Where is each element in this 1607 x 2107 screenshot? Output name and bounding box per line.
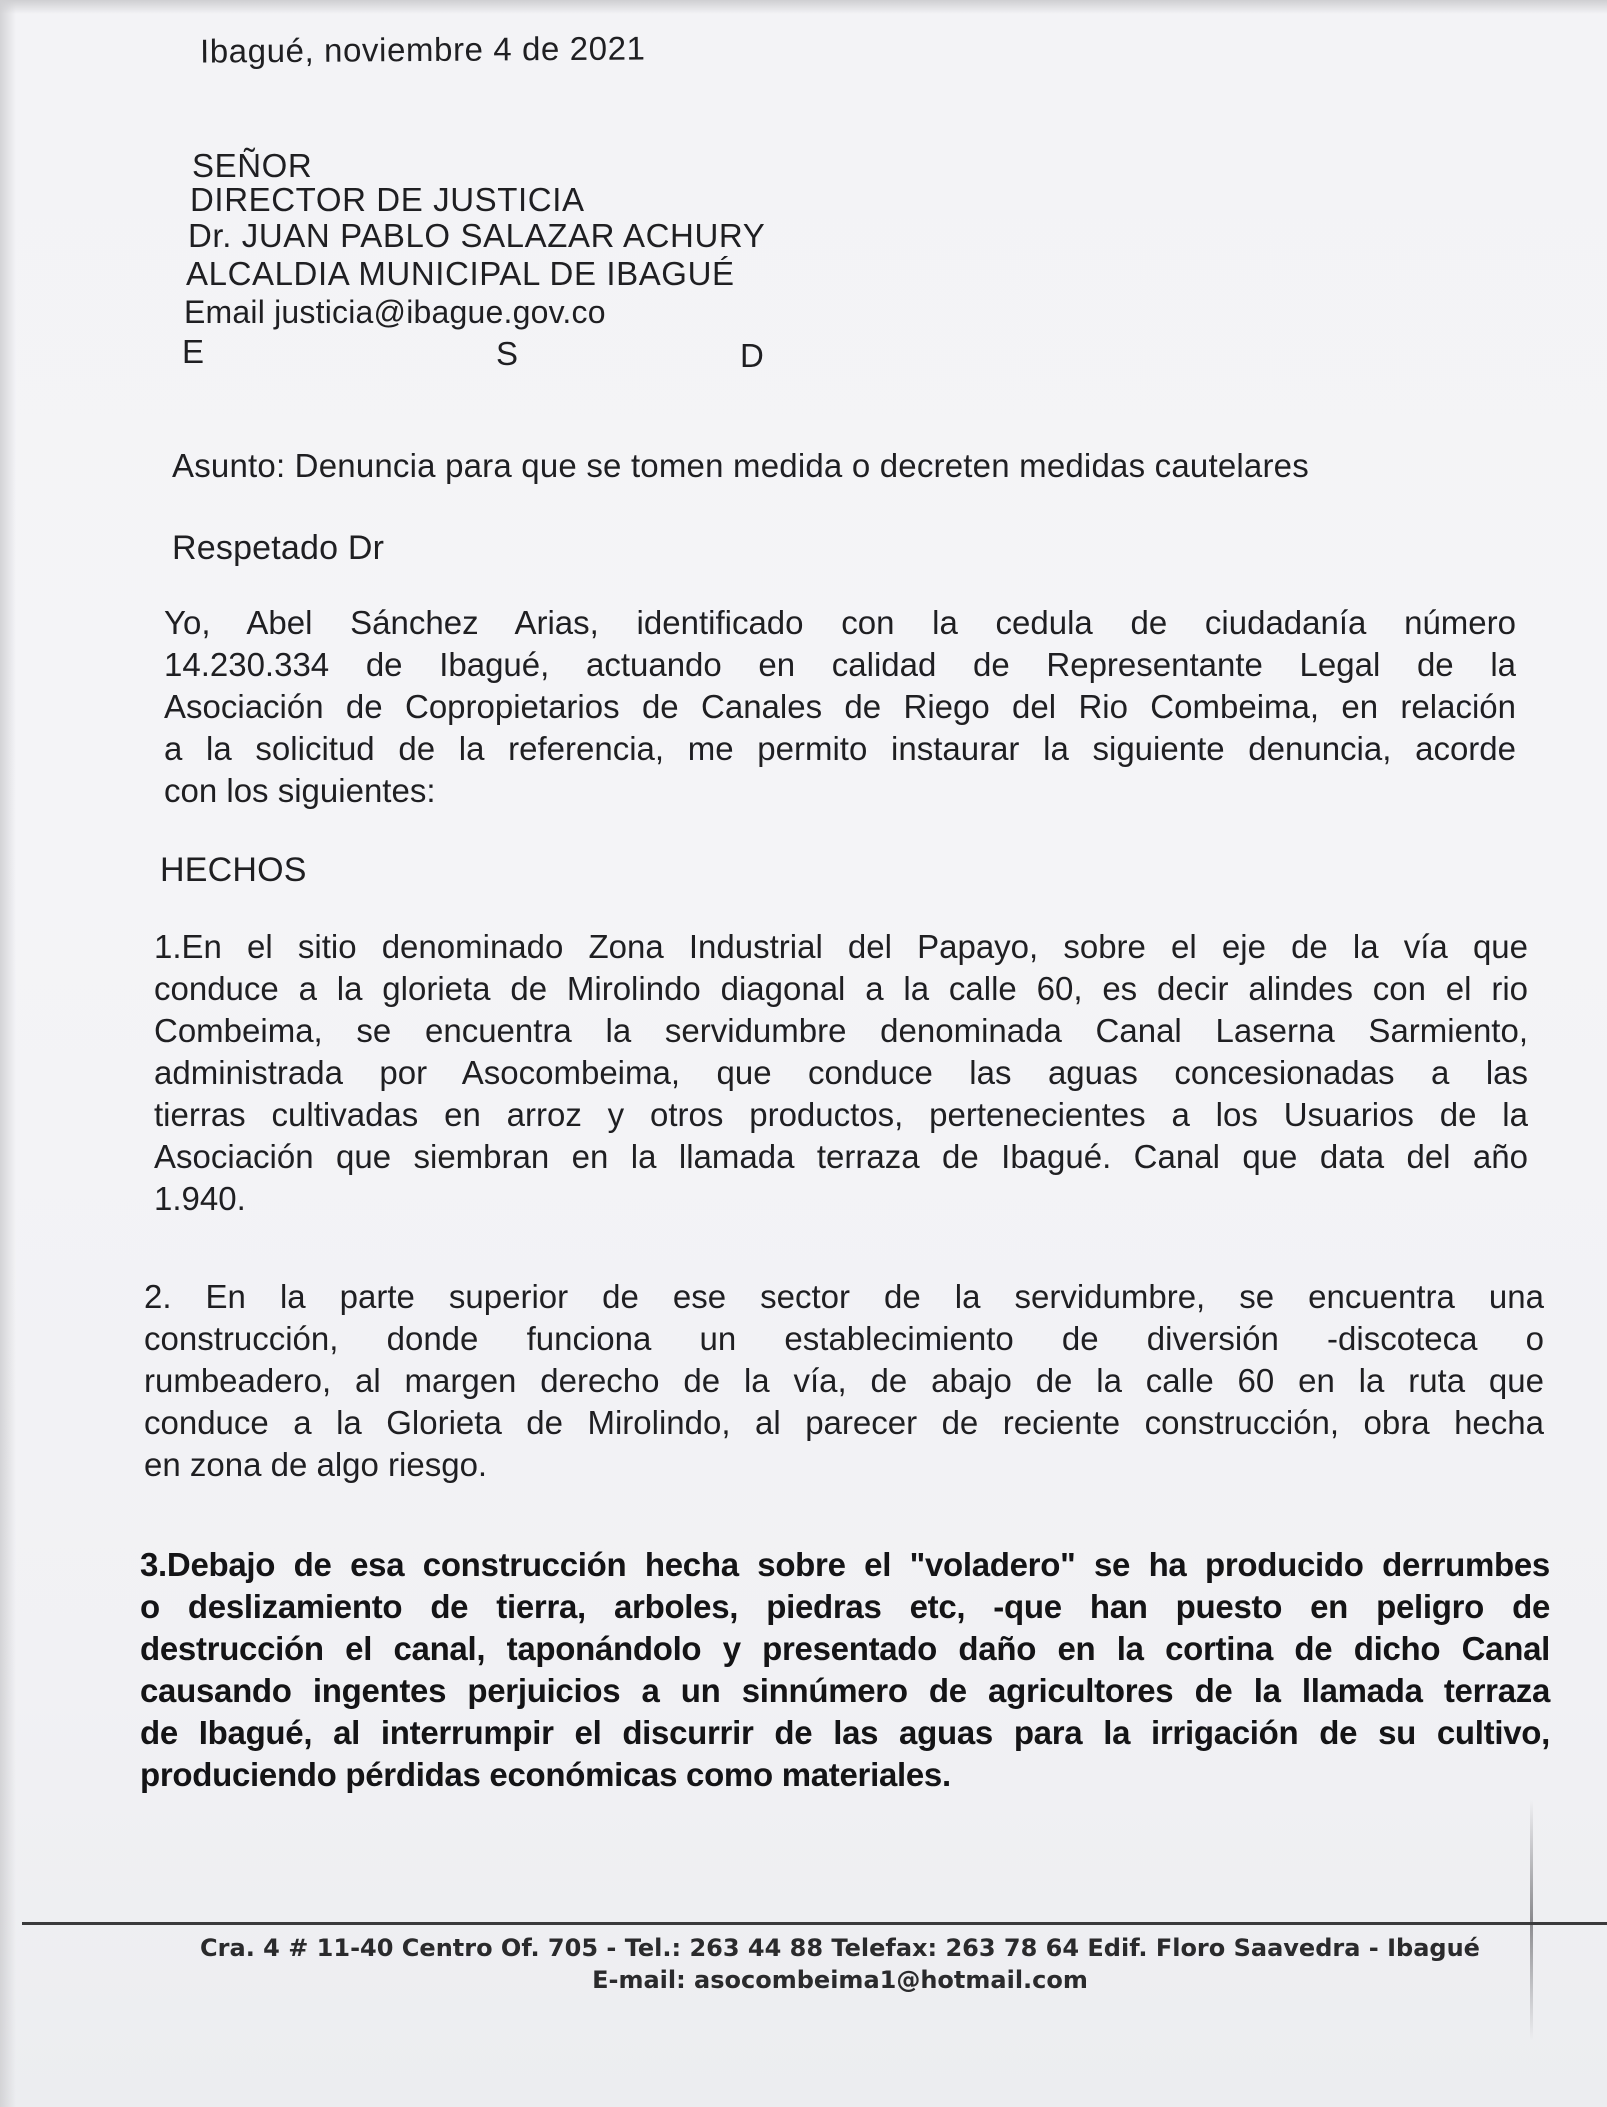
paragraph-line: produciendo pérdidas económicas como materiales.: [140, 1756, 951, 1793]
hecho-3-paragraph: [140, 1544, 1550, 1796]
footer-address: Cra. 4 # 11-40 Centro Of. 705 - Tel.: 263 44 88 Telefax: 263 78 64 Edif. Floro Saavedra - Ibagué: [200, 1934, 1480, 1962]
paragraph-line: Asociación de Copropietarios de Canales de Riego del Rio Combeima, en relación: [164, 688, 1516, 725]
paragraph-line: Yo, Abel Sánchez Arias, identificado con la cedula de ciudadanía número: [164, 604, 1516, 641]
greeting: Respetado Dr: [172, 529, 385, 567]
hecho-2-paragraph: [144, 1276, 1544, 1486]
esd-d: D: [740, 337, 765, 374]
paragraph-line: causando ingentes perjuicios a un sinnúmero de agricultores de la llamada terraza: [140, 1672, 1550, 1709]
paragraph-line: Asociación que siembran en la llamada terraza de Ibagué. Canal que data del año: [154, 1138, 1528, 1175]
paragraph-line: conduce a la Glorieta de Mirolindo, al parecer de reciente construcción, obra hecha: [144, 1404, 1544, 1441]
paragraph-line: 3.Debajo de esa construcción hecha sobre el "voladero" se ha producido derrumbes: [140, 1546, 1550, 1583]
esd-e: E: [182, 333, 205, 370]
page-top-edge: [0, 0, 1607, 14]
paragraph-line: conduce a la glorieta de Mirolindo diagonal a la calle 60, es decir alindes con el rio: [154, 970, 1528, 1007]
paragraph-line: tierras cultivadas en arroz y otros productos, pertenecientes a los Usuarios de la: [154, 1096, 1528, 1133]
page-edge-shadow: [0, 0, 16, 2107]
paragraph-line: 14.230.334 de Ibagué, actuando en calidad de Representante Legal de la: [164, 646, 1516, 683]
footer-divider: [22, 1922, 1607, 1925]
hecho-1-paragraph: [154, 926, 1528, 1220]
recipient-name: Dr. JUAN PABLO SALAZAR ACHURY: [188, 217, 766, 254]
paragraph-line: 1.En el sitio denominado Zona Industrial del Papayo, sobre el eje de la vía que: [154, 928, 1528, 965]
footer-email: E-mail: asocombeima1@hotmail.com: [592, 1966, 1088, 1994]
paragraph-line: construcción, donde funciona un establecimiento de diversión -discoteca o: [144, 1320, 1544, 1357]
paragraph-line: administrada por Asocombeima, que conduce las aguas concesionadas a las: [154, 1054, 1528, 1091]
section-heading-hechos: HECHOS: [160, 851, 307, 889]
recipient-salutation: SEÑOR: [192, 147, 313, 184]
paragraph-line: 2. En la parte superior de ese sector de la servidumbre, se encuentra una: [144, 1278, 1544, 1315]
recipient-position: DIRECTOR DE JUSTICIA: [190, 181, 585, 218]
recipient-office: ALCALDIA MUNICIPAL DE IBAGUÉ: [186, 255, 735, 292]
paragraph-line: destrucción el canal, taponándolo y presentado daño en la cortina de dicho Canal: [140, 1630, 1550, 1667]
subject-line: Asunto: Denuncia para que se tomen medida o decreten medidas cautelares: [172, 447, 1309, 484]
intro-paragraph: [164, 602, 1516, 812]
paragraph-line: 1.940.: [154, 1180, 246, 1217]
paragraph-line: a la solicitud de la referencia, me permito instaurar la siguiente denuncia, acorde: [164, 730, 1516, 767]
esd-s: S: [496, 335, 519, 372]
paragraph-line: con los siguientes:: [164, 772, 436, 809]
date-line: Ibagué, noviembre 4 de 2021: [199, 29, 646, 70]
recipient-email: Email justicia@ibague.gov.co: [184, 294, 606, 330]
margin-pencil-mark: [1530, 1800, 1533, 2040]
paragraph-line: en zona de algo riesgo.: [144, 1446, 488, 1483]
paragraph-line: rumbeadero, al margen derecho de la vía, de abajo de la calle 60 en la ruta que: [144, 1362, 1544, 1399]
paragraph-line: Combeima, se encuentra la servidumbre denominada Canal Laserna Sarmiento,: [154, 1012, 1528, 1049]
paragraph-line: de Ibagué, al interrumpir el discurrir de las aguas para la irrigación de su cultivo,: [140, 1714, 1550, 1751]
paragraph-line: o deslizamiento de tierra, arboles, piedras etc, -que han puesto en peligro de: [140, 1588, 1550, 1625]
